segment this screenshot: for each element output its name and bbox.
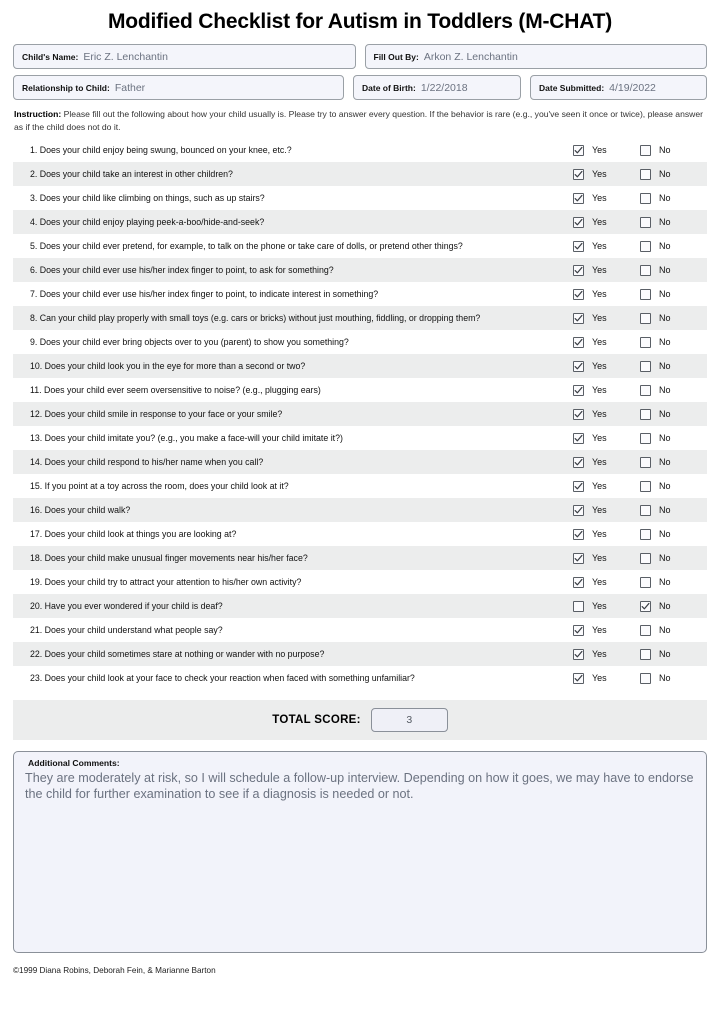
question-text: 11. Does your child ever seem oversensitive to noise? (e.g., plugging ears): [30, 385, 321, 395]
answer-label-no: No: [659, 241, 671, 251]
question-row: [13, 522, 707, 546]
checkbox-yes-icon[interactable]: [573, 409, 584, 420]
checkbox-yes-icon[interactable]: [573, 217, 584, 228]
answer-option-yes[interactable]: [573, 529, 640, 540]
answer-group: [573, 385, 707, 396]
answer-label-yes: Yes: [592, 241, 607, 251]
checkbox-no-icon[interactable]: [640, 673, 651, 684]
checkbox-no-icon[interactable]: [640, 265, 651, 276]
answer-group: [573, 433, 707, 444]
answer-option-yes[interactable]: [573, 217, 640, 228]
answer-option-no[interactable]: [640, 673, 707, 684]
question-text: 22. Does your child sometimes stare at nothing or wander with no purpose?: [30, 649, 325, 659]
checkbox-yes-icon[interactable]: [573, 625, 584, 636]
answer-label-yes: Yes: [592, 505, 607, 515]
checkbox-yes-icon[interactable]: [573, 433, 584, 444]
checkbox-no-icon[interactable]: [640, 433, 651, 444]
total-score-label: TOTAL SCORE:: [272, 714, 361, 726]
answer-label-no: No: [659, 217, 671, 227]
question-text: 6. Does your child ever use his/her index finger to point, to ask for something?: [30, 265, 334, 275]
question-row: [13, 642, 707, 666]
question-text: 15. If you point at a toy across the room, does your child look at it?: [30, 481, 289, 491]
checkbox-no-icon[interactable]: [640, 361, 651, 372]
answer-label-yes: Yes: [592, 265, 607, 275]
answer-option-no[interactable]: [640, 649, 707, 660]
answer-label-yes: Yes: [592, 337, 607, 347]
checkbox-no-icon[interactable]: [640, 625, 651, 636]
answer-option-no[interactable]: [640, 553, 707, 564]
checkbox-yes-icon[interactable]: [573, 553, 584, 564]
answer-option-yes[interactable]: [573, 361, 640, 372]
date-submitted-label: Date Submitted:: [539, 82, 605, 93]
checkbox-no-icon[interactable]: [640, 409, 651, 420]
checkbox-yes-icon[interactable]: [573, 265, 584, 276]
checkbox-no-icon[interactable]: [640, 481, 651, 492]
date-of-birth-value: 1/22/2018: [420, 81, 468, 94]
child-name-field[interactable]: [13, 44, 356, 69]
relationship-label: Relationship to Child:: [22, 82, 110, 93]
answer-label-yes: Yes: [592, 577, 607, 587]
question-row: [13, 618, 707, 642]
answer-group: [573, 337, 707, 348]
answer-label-no: No: [659, 313, 671, 323]
answer-label-yes: Yes: [592, 601, 607, 611]
answer-label-no: No: [659, 361, 671, 371]
checkbox-no-icon[interactable]: [640, 385, 651, 396]
answer-option-yes[interactable]: [573, 673, 640, 684]
answer-option-yes[interactable]: [573, 289, 640, 300]
answer-group: [573, 193, 707, 204]
question-list: [13, 138, 707, 690]
question-row: [13, 354, 707, 378]
question-row: [13, 138, 707, 162]
additional-comments-box[interactable]: [13, 751, 707, 953]
additional-comments-text: They are moderately at risk, so I will schedule a follow-up interview. Depending on how it goes, we may have to endorse the child for further examination to see if a diagnosis is needed or not.: [25, 771, 694, 801]
answer-option-no[interactable]: [640, 169, 707, 180]
checkbox-yes-icon[interactable]: [573, 457, 584, 468]
question-text: 23. Does your child look at your face to check your reaction when faced with something unfamiliar?: [30, 673, 415, 683]
checkbox-yes-icon[interactable]: [573, 193, 584, 204]
answer-group: [573, 529, 707, 540]
answer-label-no: No: [659, 385, 671, 395]
question-row: [13, 666, 707, 690]
question-text: 5. Does your child ever pretend, for example, to talk on the phone or take care of dolls, or pretend other things?: [30, 241, 463, 251]
answer-label-yes: Yes: [592, 145, 607, 155]
answer-option-no[interactable]: [640, 361, 707, 372]
answer-label-no: No: [659, 625, 671, 635]
checkbox-yes-icon[interactable]: [573, 385, 584, 396]
answer-label-no: No: [659, 481, 671, 491]
question-text: 13. Does your child imitate you? (e.g., you make a face-will your child imitate it?): [30, 433, 343, 443]
checkbox-no-icon[interactable]: [640, 553, 651, 564]
answer-label-yes: Yes: [592, 217, 607, 227]
question-row: [13, 594, 707, 618]
question-row: [13, 306, 707, 330]
answer-option-yes[interactable]: [573, 313, 640, 324]
header-row-1: [13, 44, 707, 69]
answer-option-yes[interactable]: [573, 625, 640, 636]
answer-label-yes: Yes: [592, 625, 607, 635]
answer-option-yes[interactable]: [573, 577, 640, 588]
answer-label-no: No: [659, 433, 671, 443]
total-score-value[interactable]: 3: [371, 708, 448, 732]
answer-label-yes: Yes: [592, 673, 607, 683]
question-text: 16. Does your child walk?: [30, 505, 131, 515]
answer-label-no: No: [659, 673, 671, 683]
checkbox-yes-icon[interactable]: [573, 577, 584, 588]
answer-group: [573, 601, 707, 612]
answer-option-no[interactable]: [640, 457, 707, 468]
answer-group: [573, 265, 707, 276]
checkbox-no-icon[interactable]: [640, 289, 651, 300]
answer-option-yes[interactable]: [573, 457, 640, 468]
answer-option-yes[interactable]: [573, 505, 640, 516]
answer-option-no[interactable]: [640, 481, 707, 492]
answer-label-no: No: [659, 337, 671, 347]
answer-group: [573, 289, 707, 300]
answer-label-no: No: [659, 457, 671, 467]
answer-label-yes: Yes: [592, 553, 607, 563]
answer-option-no[interactable]: [640, 625, 707, 636]
checkbox-no-icon[interactable]: [640, 529, 651, 540]
question-text: 7. Does your child ever use his/her index finger to point, to indicate interest in something?: [30, 289, 379, 299]
answer-group: [573, 457, 707, 468]
child-name-label: Child's Name:: [22, 51, 79, 62]
answer-label-yes: Yes: [592, 385, 607, 395]
answer-group: [573, 553, 707, 564]
answer-label-no: No: [659, 529, 671, 539]
checkbox-yes-icon[interactable]: [573, 241, 584, 252]
question-row: [13, 426, 707, 450]
answer-option-no[interactable]: [640, 433, 707, 444]
checkbox-no-icon[interactable]: [640, 313, 651, 324]
answer-option-yes[interactable]: [573, 385, 640, 396]
question-row: [13, 162, 707, 186]
answer-group: [573, 313, 707, 324]
checkbox-yes-icon[interactable]: [573, 169, 584, 180]
answer-option-no[interactable]: [640, 241, 707, 252]
answer-option-yes[interactable]: [573, 601, 640, 612]
question-row: [13, 234, 707, 258]
checkbox-no-icon[interactable]: [640, 457, 651, 468]
answer-option-yes[interactable]: [573, 553, 640, 564]
question-text: 12. Does your child smile in response to your face or your smile?: [30, 409, 283, 419]
relationship-value: Father: [114, 81, 146, 94]
instruction-body: Please fill out the following about how your child usually is. Please try to answer every question. If the behavior is rare (e.g., you've seen it once or twice), please answer as if the child does not do it.: [14, 109, 703, 132]
copyright-footer: ©1999 Diana Robins, Deborah Fein, & Marianne Barton: [13, 966, 216, 975]
answer-group: [573, 361, 707, 372]
answer-label-no: No: [659, 577, 671, 587]
question-row: [13, 282, 707, 306]
question-text: 9. Does your child ever bring objects over to you (parent) to show you something?: [30, 337, 349, 347]
question-text: 2. Does your child take an interest in other children?: [30, 169, 233, 179]
answer-label-no: No: [659, 265, 671, 275]
answer-option-no[interactable]: [640, 217, 707, 228]
question-text: 1. Does your child enjoy being swung, bounced on your knee, etc.?: [30, 145, 292, 155]
answer-group: [573, 649, 707, 660]
checkbox-no-icon[interactable]: [640, 217, 651, 228]
answer-option-yes[interactable]: [573, 337, 640, 348]
answer-label-yes: Yes: [592, 529, 607, 539]
answer-option-no[interactable]: [640, 385, 707, 396]
answer-option-no[interactable]: [640, 145, 707, 156]
relationship-field[interactable]: [13, 75, 344, 100]
answer-label-no: No: [659, 193, 671, 203]
answer-option-yes[interactable]: [573, 409, 640, 420]
answer-group: [573, 481, 707, 492]
answer-label-yes: Yes: [592, 481, 607, 491]
answer-label-no: No: [659, 289, 671, 299]
question-text: 17. Does your child look at things you are looking at?: [30, 529, 237, 539]
checkbox-no-icon[interactable]: [640, 505, 651, 516]
question-text: 14. Does your child respond to his/her name when you call?: [30, 457, 264, 467]
question-row: [13, 330, 707, 354]
checkbox-yes-icon[interactable]: [573, 673, 584, 684]
answer-label-no: No: [659, 409, 671, 419]
fill-out-by-value: Arkon Z. Lenchantin: [423, 50, 518, 63]
answer-group: [573, 505, 707, 516]
answer-label-no: No: [659, 601, 671, 611]
checkbox-no-icon[interactable]: [640, 193, 651, 204]
answer-option-no[interactable]: [640, 601, 707, 612]
checkbox-yes-icon[interactable]: [573, 481, 584, 492]
date-submitted-value: 4/19/2022: [609, 81, 656, 94]
header-row-2: [13, 75, 707, 100]
question-row: [13, 402, 707, 426]
checkbox-yes-icon[interactable]: [573, 649, 584, 660]
answer-option-yes[interactable]: [573, 193, 640, 204]
question-row: [13, 546, 707, 570]
page-title: Modified Checklist for Autism in Toddlers (M-CHAT): [107, 10, 613, 33]
checkbox-yes-icon[interactable]: [573, 313, 584, 324]
checkbox-yes-icon[interactable]: [573, 529, 584, 540]
question-row: [13, 210, 707, 234]
answer-group: [573, 241, 707, 252]
answer-option-no[interactable]: [640, 337, 707, 348]
answer-option-yes[interactable]: [573, 145, 640, 156]
question-text: 18. Does your child make unusual finger movements near his/her face?: [30, 553, 308, 563]
answer-option-yes[interactable]: [573, 169, 640, 180]
question-text: 20. Have you ever wondered if your child is deaf?: [30, 601, 223, 611]
answer-label-yes: Yes: [592, 433, 607, 443]
answer-group: [573, 217, 707, 228]
checkbox-no-icon[interactable]: [640, 241, 651, 252]
answer-option-yes[interactable]: [573, 481, 640, 492]
answer-label-yes: Yes: [592, 169, 607, 179]
checkbox-yes-icon[interactable]: [573, 289, 584, 300]
checkbox-yes-icon[interactable]: [573, 361, 584, 372]
answer-label-no: No: [659, 553, 671, 563]
additional-comments-label: Additional Comments:: [28, 758, 120, 768]
question-row: [13, 378, 707, 402]
answer-label-no: No: [659, 169, 671, 179]
question-row: [13, 186, 707, 210]
answer-group: [573, 673, 707, 684]
checkbox-no-icon[interactable]: [640, 577, 651, 588]
answer-label-yes: Yes: [592, 313, 607, 323]
answer-label-yes: Yes: [592, 361, 607, 371]
answer-label-no: No: [659, 145, 671, 155]
checkbox-yes-icon[interactable]: [573, 145, 584, 156]
answer-option-no[interactable]: [640, 289, 707, 300]
answer-option-no[interactable]: [640, 265, 707, 276]
fill-out-by-field[interactable]: [365, 44, 708, 69]
fill-out-by-label: Fill Out By:: [373, 51, 419, 62]
question-row: [13, 450, 707, 474]
answer-label-no: No: [659, 649, 671, 659]
question-row: [13, 258, 707, 282]
question-text: 4. Does your child enjoy playing peek-a-boo/hide-and-seek?: [30, 217, 265, 227]
date-submitted-field[interactable]: [530, 75, 707, 100]
total-score-row: [13, 700, 707, 740]
answer-option-yes[interactable]: [573, 265, 640, 276]
checkbox-no-icon[interactable]: [640, 145, 651, 156]
question-text: 8. Can your child play properly with small toys (e.g. cars or bricks) without just mouthing, fiddling, or dropping them?: [30, 313, 481, 323]
question-row: [13, 570, 707, 594]
answer-label-yes: Yes: [592, 409, 607, 419]
checkbox-no-icon[interactable]: [640, 601, 651, 612]
date-of-birth-label: Date of Birth:: [362, 82, 416, 93]
answer-option-no[interactable]: [640, 409, 707, 420]
answer-group: [573, 577, 707, 588]
checkbox-no-icon[interactable]: [640, 169, 651, 180]
answer-group: [573, 145, 707, 156]
answer-option-no[interactable]: [640, 505, 707, 516]
answer-group: [573, 625, 707, 636]
answer-group: [573, 409, 707, 420]
question-row: [13, 498, 707, 522]
answer-label-yes: Yes: [592, 457, 607, 467]
question-row: [13, 474, 707, 498]
instruction-prefix: Instruction:: [14, 109, 62, 119]
answer-label-yes: Yes: [592, 289, 607, 299]
instruction-text: [13, 108, 707, 133]
checkbox-no-icon[interactable]: [640, 337, 651, 348]
checkbox-no-icon[interactable]: [640, 649, 651, 660]
question-text: 19. Does your child try to attract your attention to his/her own activity?: [30, 577, 302, 587]
answer-option-yes[interactable]: [573, 241, 640, 252]
answer-label-yes: Yes: [592, 193, 607, 203]
answer-option-yes[interactable]: [573, 649, 640, 660]
answer-option-no[interactable]: [640, 577, 707, 588]
answer-option-no[interactable]: [640, 313, 707, 324]
answer-label-yes: Yes: [592, 649, 607, 659]
question-text: 21. Does your child understand what people say?: [30, 625, 223, 635]
checkbox-yes-icon[interactable]: [573, 337, 584, 348]
checkbox-yes-icon[interactable]: [573, 601, 584, 612]
answer-group: [573, 169, 707, 180]
answer-option-no[interactable]: [640, 529, 707, 540]
checkbox-yes-icon[interactable]: [573, 505, 584, 516]
child-name-value: Eric Z. Lenchantin: [83, 50, 168, 63]
answer-option-yes[interactable]: [573, 433, 640, 444]
question-text: 3. Does your child like climbing on things, such as up stairs?: [30, 193, 265, 203]
question-text: 10. Does your child look you in the eye for more than a second or two?: [30, 361, 306, 371]
answer-label-no: No: [659, 505, 671, 515]
date-of-birth-field[interactable]: [353, 75, 521, 100]
answer-option-no[interactable]: [640, 193, 707, 204]
